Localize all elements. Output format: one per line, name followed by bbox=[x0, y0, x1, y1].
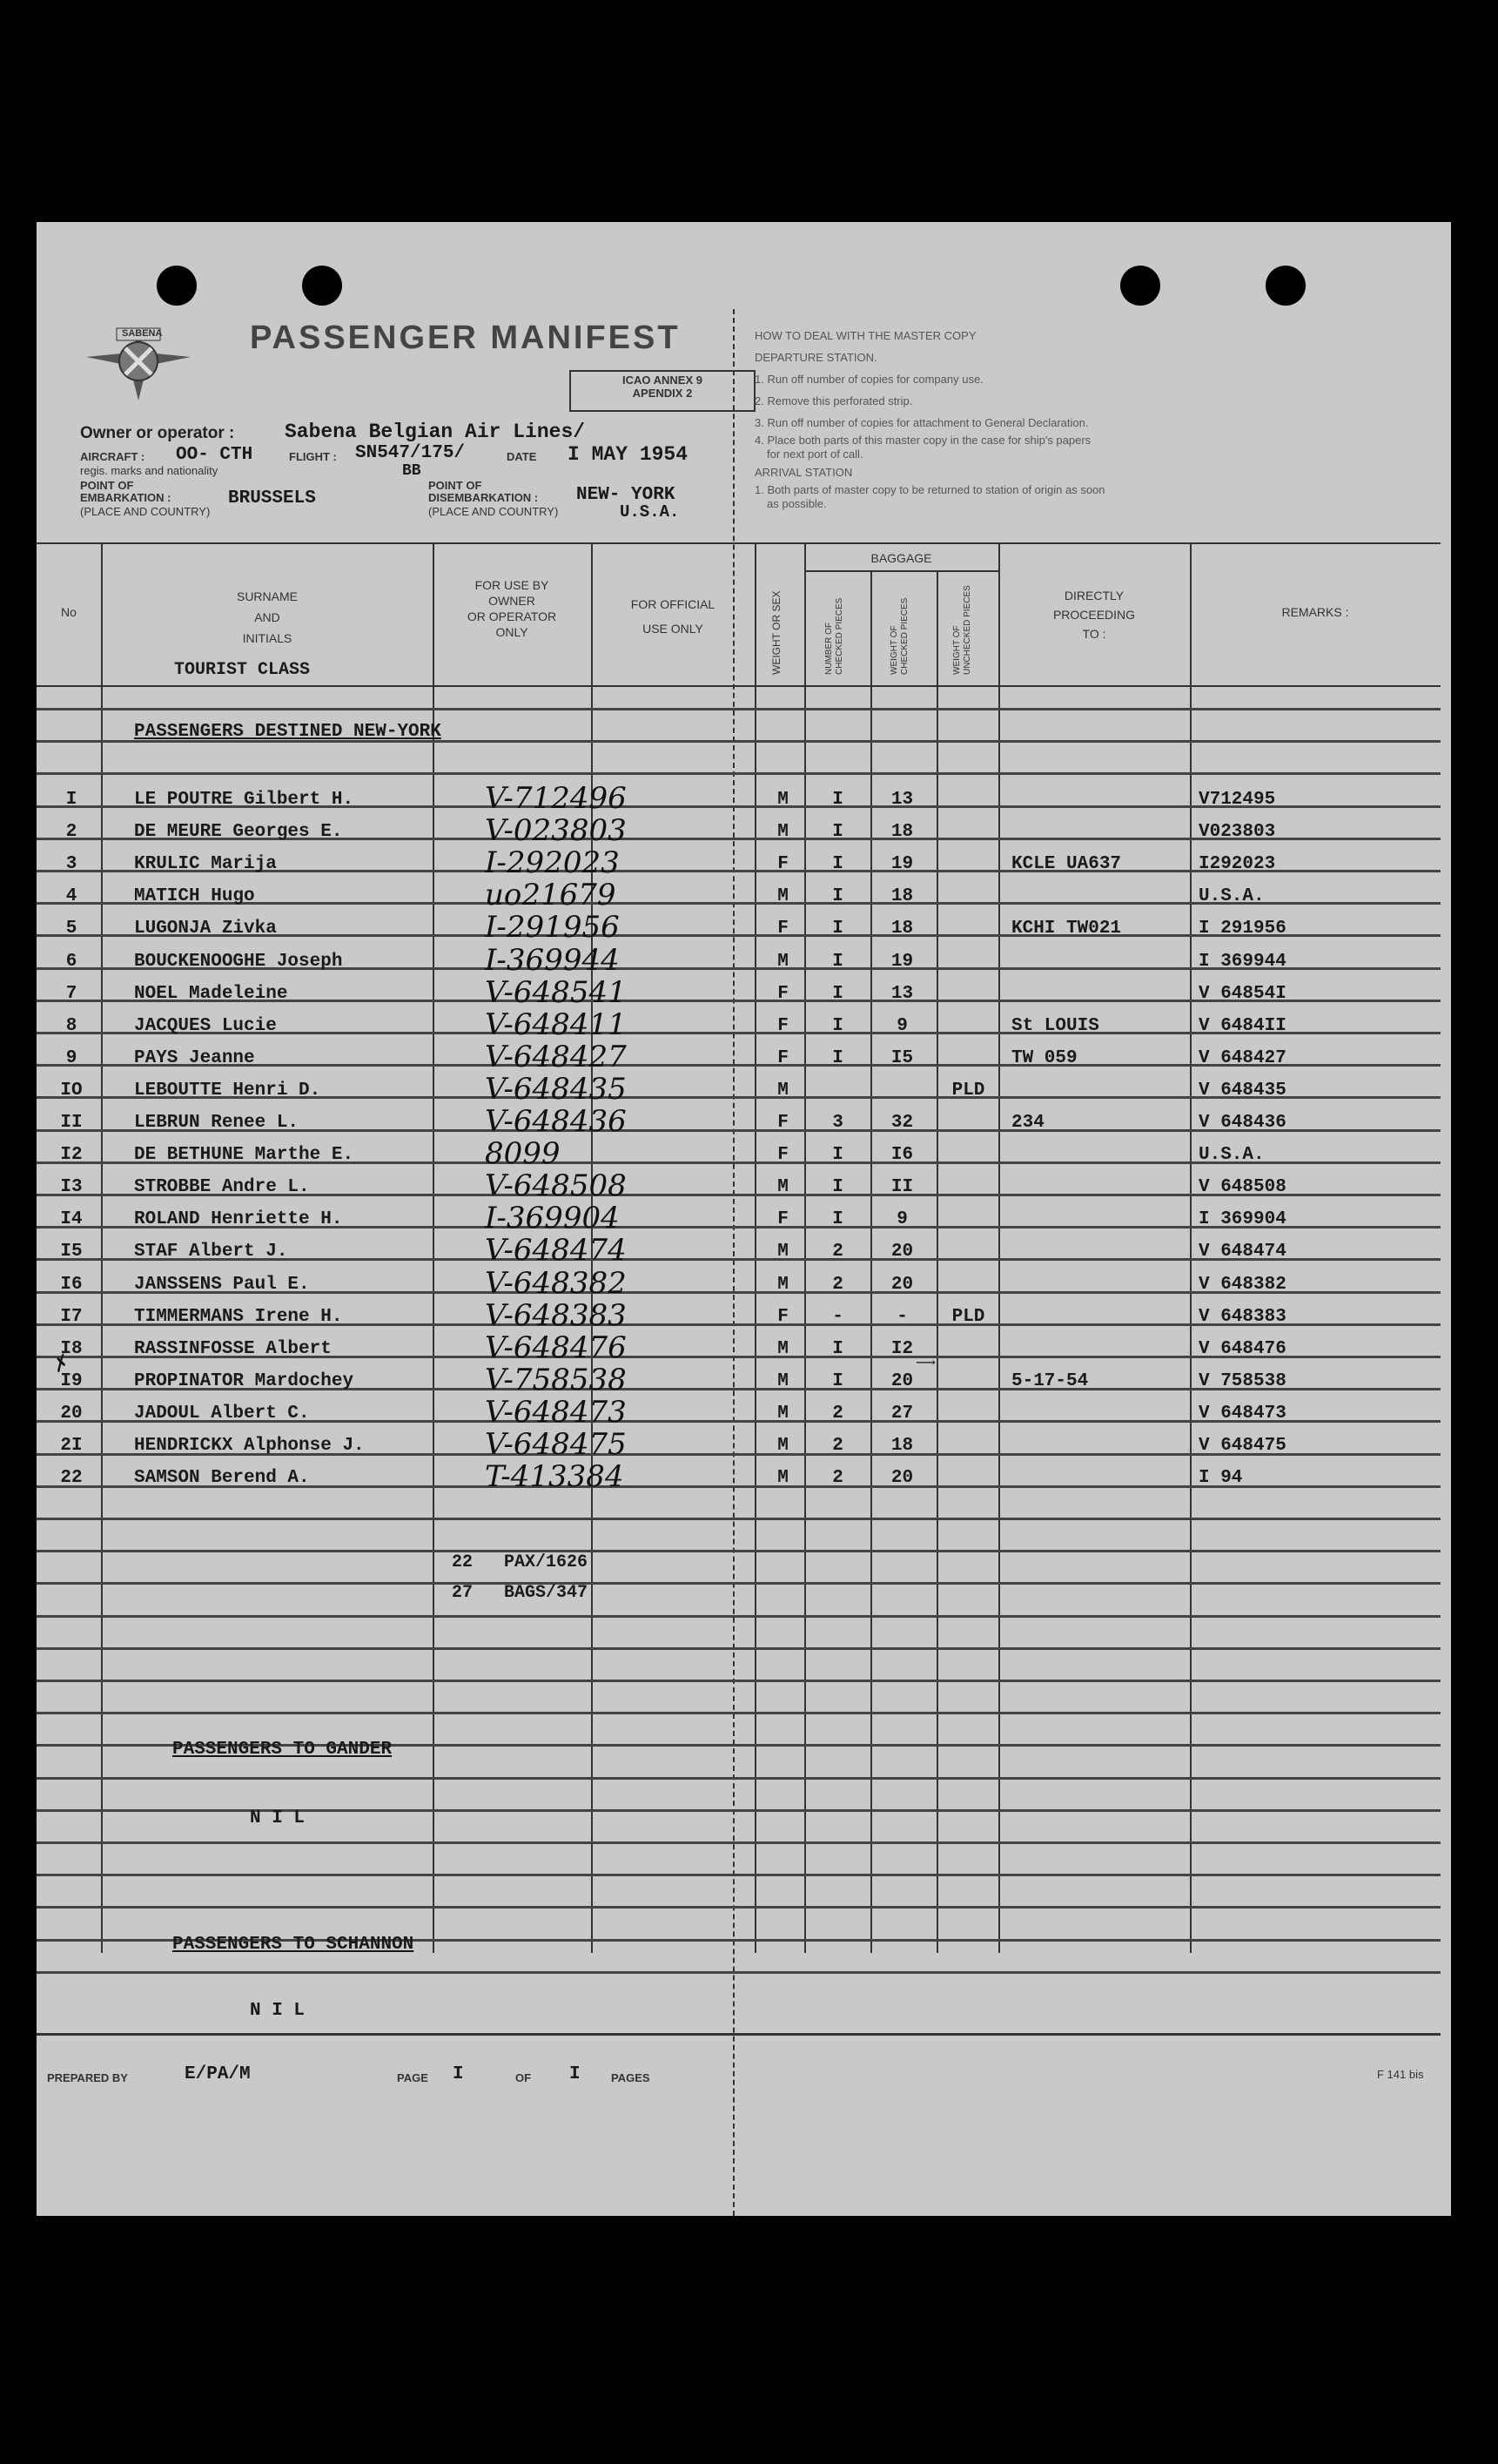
col-official-use: FOR OFFICIAL USE ONLY bbox=[630, 597, 715, 636]
passenger-no: II bbox=[60, 1113, 83, 1133]
passenger-remarks: I292023 bbox=[1199, 854, 1276, 875]
passenger-remarks: U.S.A. bbox=[1199, 886, 1265, 907]
passenger-bag-weight: 27 bbox=[890, 1403, 914, 1424]
embark-label: POINT OF EMBARKATION : bbox=[80, 479, 171, 504]
passenger-remarks: V 648382 bbox=[1199, 1274, 1286, 1295]
passenger-no: 6 bbox=[65, 951, 77, 972]
passenger-name: JADOUL Albert C. bbox=[134, 1403, 310, 1424]
passenger-bag-weight: 32 bbox=[890, 1113, 914, 1133]
passenger-name: JACQUES Lucie bbox=[134, 1015, 277, 1036]
passenger-ticket: V-648474 bbox=[485, 1233, 627, 1269]
of-value: I bbox=[569, 2064, 581, 2084]
passenger-no: I7 bbox=[60, 1306, 83, 1327]
passenger-name: LE POUTRE Gilbert H. bbox=[134, 790, 354, 810]
row-rule bbox=[37, 1777, 1441, 1780]
passenger-remarks: V 648435 bbox=[1199, 1080, 1286, 1101]
footer-rule bbox=[37, 2033, 1441, 2036]
passenger-remarks: I 291956 bbox=[1199, 919, 1286, 939]
passenger-ticket: I-369904 bbox=[485, 1201, 620, 1236]
aircraft-value: OO- CTH bbox=[176, 445, 253, 465]
passenger-proceeding-to: 5-17-54 bbox=[1011, 1370, 1089, 1391]
passenger-bag-weight: 19 bbox=[890, 854, 914, 875]
table-top-rule bbox=[37, 542, 1441, 544]
passenger-bag-pieces: 2 bbox=[832, 1274, 843, 1295]
table-row bbox=[37, 974, 1441, 1015]
totals-pax: 22 PAX/1626 bbox=[452, 1552, 588, 1572]
handwritten-arrow-note: ⟶ bbox=[916, 1354, 936, 1370]
passenger-no: I2 bbox=[60, 1145, 83, 1166]
row-rule bbox=[37, 1712, 1441, 1714]
passenger-name: MATICH Hugo bbox=[134, 886, 255, 907]
disembark-label: POINT OF DISEMBARKATION : bbox=[428, 479, 539, 504]
passenger-no: 5 bbox=[65, 919, 77, 939]
passenger-no: I9 bbox=[60, 1370, 83, 1391]
passenger-remarks: V 648473 bbox=[1199, 1403, 1286, 1424]
disembark-sub: (PLACE AND COUNTRY) bbox=[428, 505, 559, 518]
passenger-sex: M bbox=[777, 1242, 789, 1262]
passenger-unchecked-weight: PLD bbox=[951, 1306, 985, 1327]
passenger-no: 8 bbox=[65, 1015, 77, 1036]
table-row bbox=[37, 910, 1441, 950]
aircraft-label: AIRCRAFT : bbox=[80, 450, 145, 463]
col-bag-number: NUMBER OF CHECKED PIECES bbox=[824, 597, 844, 675]
section-title-new-york: PASSENGERS DESTINED NEW-YORK bbox=[134, 722, 441, 742]
row-rule bbox=[37, 1518, 1441, 1520]
prepared-value: E/PA/M bbox=[185, 2064, 251, 2084]
passenger-name: ROLAND Henriette H. bbox=[134, 1209, 343, 1230]
passenger-bag-weight: 18 bbox=[890, 822, 914, 843]
passenger-ticket: V-648427 bbox=[485, 1039, 627, 1074]
table-header-rule bbox=[37, 685, 1441, 687]
passenger-ticket: I-291956 bbox=[485, 910, 620, 946]
passenger-name: LEBRUN Renee L. bbox=[134, 1113, 299, 1133]
passenger-ticket: V-648473 bbox=[485, 1394, 627, 1430]
instructions-departure: DEPARTURE STATION. bbox=[755, 351, 877, 364]
col-bag-weight-unchecked: WEIGHT OF UNCHECKED PIECES bbox=[952, 585, 972, 675]
section-title-shannon: PASSENGERS TO SCHANNON bbox=[172, 1935, 414, 1955]
passenger-name: DE MEURE Georges E. bbox=[134, 822, 343, 843]
passenger-name: BOUCKENOOGHE Joseph bbox=[134, 951, 343, 972]
form-code: F 141 bis bbox=[1377, 2068, 1424, 2081]
passenger-no: I4 bbox=[60, 1209, 83, 1230]
passenger-ticket: V-648383 bbox=[485, 1297, 627, 1333]
passenger-no: 20 bbox=[60, 1403, 83, 1424]
passenger-ticket: V-648476 bbox=[485, 1330, 627, 1365]
passenger-bag-pieces: I bbox=[832, 822, 843, 843]
passenger-bag-pieces: I bbox=[832, 886, 843, 907]
instructions-a1b: as possible. bbox=[767, 497, 827, 510]
passenger-remarks: V712495 bbox=[1199, 790, 1276, 810]
embark-value: BRUSSELS bbox=[228, 488, 316, 508]
passenger-sex: F bbox=[777, 1047, 789, 1068]
passenger-bag-weight: 19 bbox=[890, 951, 914, 972]
passenger-sex: M bbox=[777, 886, 789, 907]
punch-hole bbox=[1266, 266, 1306, 306]
passenger-sex: F bbox=[777, 1145, 789, 1166]
flight-label: FLIGHT : bbox=[289, 450, 337, 463]
passenger-sex: M bbox=[777, 1338, 789, 1359]
passenger-bag-pieces: I bbox=[832, 1145, 843, 1166]
passenger-no: 9 bbox=[65, 1047, 77, 1068]
passenger-remarks: V 648475 bbox=[1199, 1436, 1286, 1456]
passenger-bag-weight: 9 bbox=[897, 1209, 908, 1230]
passenger-proceeding-to: TW 059 bbox=[1011, 1047, 1078, 1068]
table-row bbox=[37, 1104, 1441, 1144]
passenger-sex: F bbox=[777, 983, 789, 1004]
owner-value: Sabena Belgian Air Lines/ bbox=[285, 421, 586, 443]
passenger-sex: M bbox=[777, 1177, 789, 1198]
table-row bbox=[37, 1362, 1441, 1403]
passenger-unchecked-weight: PLD bbox=[951, 1080, 985, 1101]
passenger-bag-pieces: I bbox=[832, 1338, 843, 1359]
passenger-remarks: V 64854I bbox=[1199, 983, 1286, 1004]
passenger-bag-weight: 9 bbox=[897, 1015, 908, 1036]
passenger-sex: M bbox=[777, 1468, 789, 1489]
passenger-bag-pieces: 2 bbox=[832, 1468, 843, 1489]
passenger-sex: M bbox=[777, 1080, 789, 1101]
master-copy-instructions bbox=[755, 325, 1105, 511]
row-rule bbox=[37, 1550, 1441, 1552]
annex-box bbox=[569, 370, 756, 412]
passenger-remarks: V 648474 bbox=[1199, 1242, 1286, 1262]
passenger-bag-weight: 20 bbox=[890, 1370, 914, 1391]
table-row bbox=[37, 1006, 1441, 1047]
passenger-bag-pieces: I bbox=[832, 1015, 843, 1036]
passenger-ticket: I-369944 bbox=[485, 942, 620, 978]
punch-hole bbox=[302, 266, 342, 306]
passenger-name: SAMSON Berend A. bbox=[134, 1468, 310, 1489]
table-row bbox=[37, 1039, 1441, 1080]
passenger-no: 22 bbox=[60, 1468, 83, 1489]
page-value: I bbox=[453, 2064, 464, 2084]
passenger-bag-weight: I6 bbox=[890, 1145, 914, 1166]
col-weight-sex: WEIGHT OR SEX bbox=[770, 590, 783, 675]
passenger-bag-pieces: I bbox=[832, 983, 843, 1004]
row-rule bbox=[37, 1680, 1441, 1682]
punch-hole bbox=[1120, 266, 1160, 306]
passenger-bag-pieces: I bbox=[832, 1209, 843, 1230]
passenger-name: NOEL Madeleine bbox=[134, 983, 288, 1004]
passenger-remarks: I 94 bbox=[1199, 1468, 1243, 1489]
passenger-no: 7 bbox=[65, 983, 77, 1004]
col-directly: DIRECTLY PROCEEDING TO : bbox=[1052, 589, 1136, 641]
annex-line1: ICAO ANNEX 9 bbox=[622, 374, 702, 387]
instructions-d1: 1. Run off number of copies for company use. bbox=[755, 373, 984, 386]
passenger-sex: M bbox=[777, 951, 789, 972]
passenger-ticket: V-648435 bbox=[485, 1071, 627, 1107]
pages-label: PAGES bbox=[611, 2071, 650, 2084]
passenger-ticket: V-023803 bbox=[485, 813, 627, 849]
instructions-title: HOW TO DEAL WITH THE MASTER COPY bbox=[755, 329, 977, 342]
row-rule bbox=[37, 772, 1441, 775]
passenger-bag-weight: - bbox=[897, 1306, 908, 1327]
manifest-sheet bbox=[37, 222, 1451, 2216]
col-owner-use: FOR USE BY OWNER OR OPERATOR ONLY bbox=[467, 578, 557, 639]
passenger-ticket: V-648508 bbox=[485, 1168, 627, 1204]
col-no: No bbox=[61, 605, 77, 619]
passenger-no: I5 bbox=[60, 1242, 83, 1262]
passenger-sex: F bbox=[777, 1015, 789, 1036]
col-surname: SURNAME AND INITIALS bbox=[236, 589, 298, 645]
col-baggage: BAGGAGE bbox=[870, 551, 932, 565]
table-row bbox=[37, 1168, 1441, 1208]
instructions-d4a: 4. Place both parts of this master copy in the case for ship's papers bbox=[755, 434, 1092, 447]
table-row bbox=[37, 1459, 1441, 1499]
table-row bbox=[37, 1427, 1441, 1467]
passenger-remarks: V 648436 bbox=[1199, 1113, 1286, 1133]
passenger-bag-pieces: 2 bbox=[832, 1436, 843, 1456]
col-remarks: REMARKS : bbox=[1281, 605, 1349, 619]
passenger-remarks: V 648476 bbox=[1199, 1338, 1286, 1359]
passenger-bag-weight: 18 bbox=[890, 1436, 914, 1456]
passenger-bag-pieces: I bbox=[832, 919, 843, 939]
punch-hole bbox=[157, 266, 197, 306]
passenger-ticket: V-758538 bbox=[485, 1362, 627, 1397]
passenger-sex: F bbox=[777, 1113, 789, 1133]
disembark-value: NEW- YORK bbox=[576, 485, 675, 505]
passenger-ticket: I-292023 bbox=[485, 845, 620, 881]
passenger-remarks: V023803 bbox=[1199, 822, 1276, 843]
passenger-bag-pieces: I bbox=[832, 1370, 843, 1391]
passenger-proceeding-to: KCLE UA637 bbox=[1011, 854, 1122, 875]
passenger-no: 4 bbox=[65, 886, 77, 907]
table-row bbox=[37, 878, 1441, 918]
passenger-name: STAF Albert J. bbox=[134, 1242, 288, 1262]
passenger-bag-weight: II bbox=[890, 1177, 914, 1198]
passenger-name: LEBOUTTE Henri D. bbox=[134, 1080, 321, 1101]
table-row bbox=[37, 845, 1441, 885]
passenger-name: TIMMERMANS Irene H. bbox=[134, 1306, 343, 1327]
table-row bbox=[37, 942, 1441, 983]
passenger-remarks: U.S.A. bbox=[1199, 1145, 1265, 1166]
passenger-sex: F bbox=[777, 854, 789, 875]
totals-bags: 27 BAGS/347 bbox=[452, 1583, 588, 1603]
baggage-rule bbox=[804, 570, 998, 572]
date-value: I MAY 1954 bbox=[568, 443, 689, 466]
passenger-no: I3 bbox=[60, 1177, 83, 1198]
passenger-proceeding-to: 234 bbox=[1011, 1113, 1045, 1133]
passenger-ticket: V-648411 bbox=[485, 1006, 627, 1042]
date-label: DATE bbox=[507, 450, 537, 463]
passenger-bag-pieces: I bbox=[832, 1177, 843, 1198]
table-row bbox=[37, 1233, 1441, 1273]
passenger-sex: M bbox=[777, 822, 789, 843]
passenger-bag-weight: 13 bbox=[890, 983, 914, 1004]
passenger-sex: M bbox=[777, 1403, 789, 1424]
passenger-sex: M bbox=[777, 1274, 789, 1295]
passenger-bag-weight: 18 bbox=[890, 886, 914, 907]
passenger-bag-weight: 18 bbox=[890, 919, 914, 939]
passenger-name: PROPINATOR Mardochey bbox=[134, 1370, 354, 1391]
passenger-bag-pieces: 2 bbox=[832, 1242, 843, 1262]
passenger-ticket: V-648382 bbox=[485, 1265, 627, 1301]
passenger-remarks: V 648383 bbox=[1199, 1306, 1286, 1327]
passenger-bag-pieces: I bbox=[832, 951, 843, 972]
passenger-name: JANSSENS Paul E. bbox=[134, 1274, 310, 1295]
passenger-ticket: V-648541 bbox=[485, 974, 627, 1010]
instructions-d3: 3. Run off number of copies for attachment to General Declaration. bbox=[755, 416, 1089, 429]
passenger-bag-pieces: I bbox=[832, 854, 843, 875]
disembark-value2: U.S.A. bbox=[620, 502, 680, 522]
form-title: PASSENGER MANIFEST bbox=[250, 320, 681, 356]
passenger-name: PAYS Jeanne bbox=[134, 1047, 255, 1068]
passenger-name: RASSINFOSSE Albert bbox=[134, 1338, 332, 1359]
passenger-no: 2I bbox=[60, 1436, 83, 1456]
passenger-sex: M bbox=[777, 790, 789, 810]
row-rule bbox=[37, 1809, 1441, 1812]
passenger-remarks: V 648427 bbox=[1199, 1047, 1286, 1068]
passenger-bag-pieces: 3 bbox=[832, 1113, 843, 1133]
handwritten-margin-note: ✗ bbox=[47, 1351, 73, 1378]
row-rule bbox=[37, 1906, 1441, 1909]
passenger-ticket: V-648436 bbox=[485, 1104, 627, 1139]
row-rule bbox=[37, 1647, 1441, 1650]
table-row bbox=[37, 1330, 1441, 1370]
class-label: TOURIST CLASS bbox=[174, 660, 311, 680]
table-row bbox=[37, 1071, 1441, 1112]
passenger-remarks: I 369904 bbox=[1199, 1209, 1286, 1230]
passenger-proceeding-to: St LOUIS bbox=[1011, 1015, 1099, 1036]
section-title-gander: PASSENGERS TO GANDER bbox=[172, 1740, 393, 1760]
passenger-name: KRULIC Marija bbox=[134, 854, 277, 875]
row-rule bbox=[37, 1615, 1441, 1618]
table-row bbox=[37, 1297, 1441, 1338]
passenger-bag-weight: I5 bbox=[890, 1047, 914, 1068]
passenger-bag-weight: I2 bbox=[890, 1338, 914, 1359]
passenger-sex: F bbox=[777, 1306, 789, 1327]
prepared-label: PREPARED BY bbox=[47, 2071, 128, 2084]
passenger-bag-weight: 13 bbox=[890, 790, 914, 810]
passenger-ticket: V-712496 bbox=[485, 781, 627, 816]
logo-text: SABENA bbox=[122, 328, 163, 339]
annex-line2: APENDIX 2 bbox=[632, 387, 693, 400]
table-row bbox=[37, 1394, 1441, 1435]
passenger-name: STROBBE Andre L. bbox=[134, 1177, 310, 1198]
aircraft-sub: regis. marks and nationality bbox=[80, 464, 218, 477]
instructions-a1a: 1. Both parts of master copy to be returned to station of origin as soon bbox=[755, 483, 1105, 496]
passenger-bag-pieces: 2 bbox=[832, 1403, 843, 1424]
of-label: OF bbox=[515, 2071, 532, 2084]
table-row bbox=[37, 813, 1441, 853]
passenger-bag-pieces: I bbox=[832, 790, 843, 810]
passenger-bag-pieces: - bbox=[832, 1306, 843, 1327]
table-row bbox=[37, 781, 1441, 821]
flight-sub: BB bbox=[402, 462, 421, 480]
passenger-remarks: V 758538 bbox=[1199, 1370, 1286, 1391]
passenger-sex: M bbox=[777, 1370, 789, 1391]
embark-sub: (PLACE AND COUNTRY) bbox=[80, 505, 211, 518]
sabena-logo bbox=[82, 318, 195, 409]
passenger-remarks: V 648508 bbox=[1199, 1177, 1286, 1198]
table-row bbox=[37, 1201, 1441, 1241]
passenger-name: DE BETHUNE Marthe E. bbox=[134, 1145, 354, 1166]
passenger-name: LUGONJA Zivka bbox=[134, 919, 277, 939]
instructions-d4b: for next port of call. bbox=[767, 448, 863, 461]
passenger-proceeding-to: KCHI TW021 bbox=[1011, 919, 1122, 939]
passenger-no: 2 bbox=[65, 822, 77, 843]
instructions-arrival: ARRIVAL STATION bbox=[755, 466, 853, 479]
gander-value: N I L bbox=[250, 1808, 306, 1828]
passenger-sex: F bbox=[777, 1209, 789, 1230]
table-row bbox=[37, 1136, 1441, 1176]
row-rule bbox=[37, 1582, 1441, 1585]
passenger-ticket: 8099 bbox=[485, 1136, 561, 1172]
passenger-ticket: uo21679 bbox=[485, 878, 616, 913]
row-rule bbox=[37, 708, 1441, 710]
shannon-value: N I L bbox=[250, 2001, 306, 2021]
table-row bbox=[37, 1265, 1441, 1306]
passenger-ticket: T-413384 bbox=[485, 1459, 624, 1495]
passenger-ticket: V-648475 bbox=[485, 1427, 627, 1462]
passenger-bag-pieces: I bbox=[832, 1047, 843, 1068]
flight-value: SN547/175/ bbox=[355, 443, 466, 463]
passenger-bag-weight: 20 bbox=[890, 1274, 914, 1295]
row-rule bbox=[37, 1841, 1441, 1844]
owner-label: Owner or operator : bbox=[80, 424, 235, 442]
passenger-no: I8 bbox=[60, 1338, 83, 1359]
passenger-sex: F bbox=[777, 919, 789, 939]
col-bag-weight-checked: WEIGHT OF CHECKED PIECES bbox=[890, 597, 910, 675]
row-rule bbox=[37, 1874, 1441, 1876]
passenger-name: HENDRICKX Alphonse J. bbox=[134, 1436, 365, 1456]
passenger-no: I bbox=[65, 790, 77, 810]
passenger-no: IO bbox=[60, 1080, 83, 1101]
passenger-no: 3 bbox=[65, 854, 77, 875]
passenger-bag-weight: 20 bbox=[890, 1468, 914, 1489]
passenger-remarks: V 6484II bbox=[1199, 1015, 1286, 1036]
passenger-no: I6 bbox=[60, 1274, 83, 1295]
row-rule bbox=[37, 1971, 1441, 1974]
instructions-d2: 2. Remove this perforated strip. bbox=[755, 394, 913, 407]
passenger-remarks: I 369944 bbox=[1199, 951, 1286, 972]
page-label: PAGE bbox=[397, 2071, 428, 2084]
passenger-bag-weight: 20 bbox=[890, 1242, 914, 1262]
passenger-sex: M bbox=[777, 1436, 789, 1456]
